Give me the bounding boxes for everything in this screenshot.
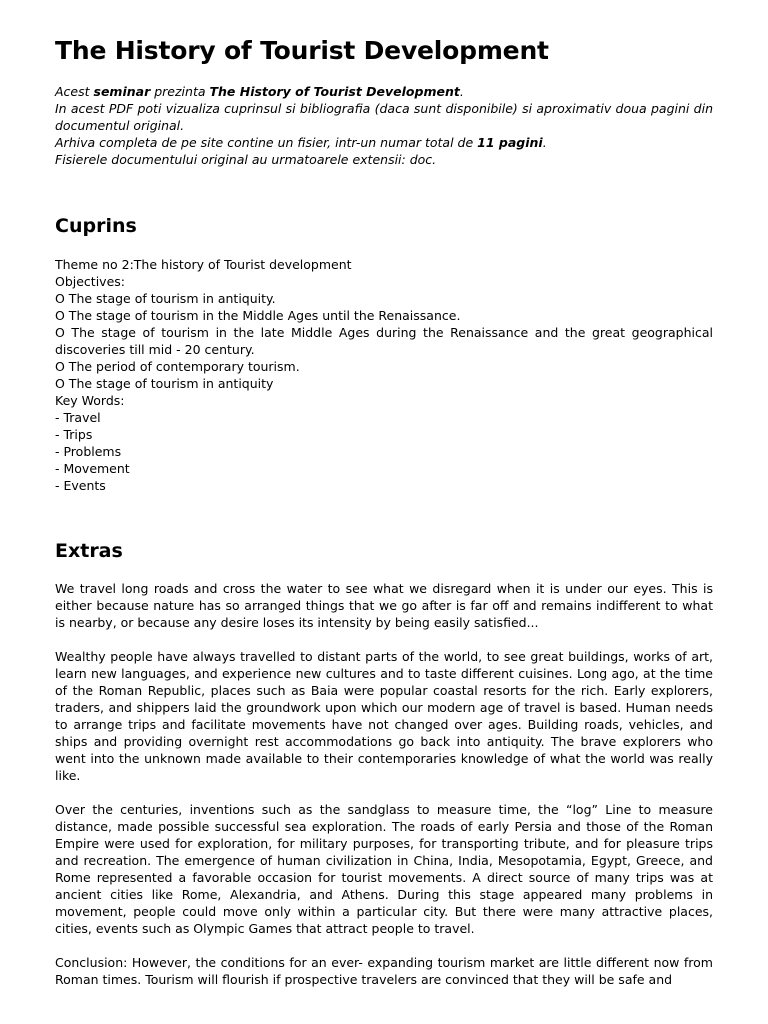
intro-seminar-word: seminar xyxy=(93,84,151,99)
toc-line: - Trips xyxy=(55,427,93,442)
intro-block xyxy=(55,83,713,168)
page-title: The History of Tourist Development xyxy=(55,36,549,65)
toc-heading: Cuprins xyxy=(55,215,137,237)
toc-line: Objectives: xyxy=(55,274,125,289)
toc-line: - Travel xyxy=(55,410,101,425)
intro-line-1-prefix: Acest xyxy=(55,84,94,99)
toc-line: - Movement xyxy=(55,461,130,476)
toc-line: O The stage of tourism in antiquity xyxy=(55,376,274,391)
intro-line-3-suffix: . xyxy=(542,135,547,150)
extras-paragraph: We travel long roads and cross the water to see what we disregard when it is under our eyes. This is either because nature has so arranged things that we go after is far off and remains indifferent to what is nearby, or because any desire loses its intensity by being easily satisfied... xyxy=(55,581,713,630)
toc-line: - Problems xyxy=(55,444,122,459)
toc-list xyxy=(55,256,713,494)
extras-paragraph: Conclusion: However, the conditions for an ever- expanding tourism market are little different now from Roman times. Tourism will flourish if prospective travelers are convinced that they will be safe and xyxy=(55,955,713,987)
intro-line-2: In acest PDF poti vizualiza cuprinsul si bibliografia (daca sunt disponibile) si aproximativ doua pagini din documentul original. xyxy=(55,101,713,133)
intro-line-3 xyxy=(55,134,713,151)
toc-line: O The stage of tourism in antiquity. xyxy=(55,291,276,306)
intro-document-title: The History of Tourist Development xyxy=(209,84,460,99)
intro-line-3-prefix: Arhiva completa de pe site contine un fisier, intr-un numar total de xyxy=(55,135,478,150)
intro-line-1-mid: prezinta xyxy=(150,84,210,99)
extras-heading: Extras xyxy=(55,540,123,562)
intro-line-1 xyxy=(55,83,713,100)
toc-line: O The period of contemporary tourism. xyxy=(55,359,300,374)
extras-paragraph: Over the centuries, inventions such as the sandglass to measure time, the “log” Line to measure distance, made possible successful sea exploration. The roads of early Persia and those of the Roman Empire were used for exploration, for military purposes, for transporting tribute, and for pleasure trips and recreation. The emergence of human civilization in China, India, Mesopotamia, Egypt, Greece, and Rome represented a favorable occasion for tourist movements. A direct source of many trips was at ancient cities like Rome, Alexandria, and Athens. During this stage appeared many problems in movement, people could move only within a particular city. But there were many attractive places, cities, events such as Olympic Games that attract people to travel. xyxy=(55,802,713,936)
extras-paragraph: Wealthy people have always travelled to distant parts of the world, to see great buildings, works of art, learn new languages, and experience new cultures and to taste different cuisines. Long ago, at the time of the Roman Republic, places such as Baia were popular coastal resorts for the rich. Early explorers, traders, and shippers laid the groundwork upon which our modern age of travel is based. Human needs to arrange trips and facilitate movements have not changed over ages. Building roads, vehicles, and ships and providing overnight rest accommodations go back into antiquity. The brave explorers who went into the unknown made available to their contemporaries knowledge of what the world was really like. xyxy=(55,649,713,783)
toc-line: Key Words: xyxy=(55,393,125,408)
intro-line-4: Fisierele documentului original au urmatoarele extensii: doc. xyxy=(55,152,437,167)
toc-line: Theme no 2:The history of Tourist development xyxy=(55,257,352,272)
extras-body xyxy=(55,580,713,988)
toc-line: - Events xyxy=(55,478,106,493)
intro-page-count: 11 pagini xyxy=(477,135,543,150)
intro-line-1-suffix: . xyxy=(459,84,464,99)
toc-line: O The stage of tourism in the late Middle Ages during the Renaissance and the great geographical discoveries till mid - 20 century. xyxy=(55,325,713,357)
toc-line: O The stage of tourism in the Middle Ages until the Renaissance. xyxy=(55,308,461,323)
